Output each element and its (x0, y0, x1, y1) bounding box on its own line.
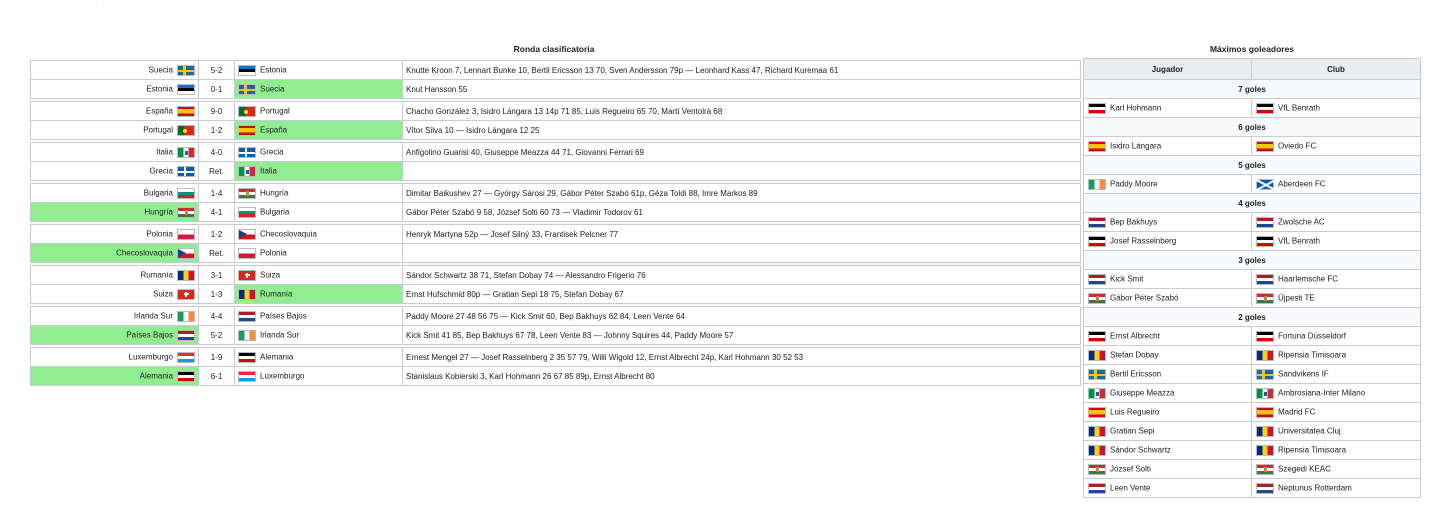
home-team-cell (31, 184, 199, 203)
goal-scorers: Ernst Hufschmid 80p — Gratian Sepi 18 75, Stefan Dobay 67 (403, 285, 1081, 304)
goal-scorers (403, 244, 1081, 263)
romania-flag-icon (177, 270, 195, 281)
player-cell (1084, 441, 1252, 460)
goal-scorers: Stanislaus Kobierski 3, Karl Hohmann 26 67 85 89p, Ernst Albrecht 80 (403, 367, 1081, 386)
away-team-cell (235, 184, 403, 203)
away-team-link[interactable]: Alemania (260, 352, 294, 362)
match-score: 5-2 (199, 326, 235, 345)
away-team-link[interactable]: Irlanda Sur (260, 330, 300, 340)
netherlands-flag-icon (177, 330, 195, 341)
germany-flag-icon (1256, 236, 1274, 247)
home-team-cell (31, 225, 199, 244)
club-cell (1252, 346, 1421, 365)
player-link[interactable]: Josef Rasselnberg (1110, 236, 1177, 246)
hungary-flag-icon (1088, 293, 1106, 304)
player-cell (1084, 327, 1252, 346)
goal-scorers: Gábor Péter Szabó 9 58, József Solti 60 73 — Vladimir Todorov 61 (403, 203, 1081, 222)
club-cell (1252, 270, 1421, 289)
goal-scorers: Anfigolino Guarisi 40, Giuseppe Meazza 44 71, Giovanni Ferrari 69 (403, 143, 1081, 162)
scorer-row (1084, 365, 1421, 384)
club-cell (1252, 289, 1421, 308)
romania-flag-icon (1256, 426, 1274, 437)
player-link[interactable]: Kick Smit (1110, 274, 1144, 284)
away-team-cell (235, 80, 403, 99)
club-cell (1252, 327, 1421, 346)
away-team-link[interactable]: Bulgaria (260, 207, 290, 217)
swiss-flag-icon (177, 289, 195, 300)
germany-flag-icon (1088, 103, 1106, 114)
estonia-flag-icon (177, 84, 195, 95)
hungary-flag-icon (1256, 464, 1274, 475)
match-score: 4-1 (199, 203, 235, 222)
away-team-cell (235, 61, 403, 80)
germany-flag-icon (1256, 103, 1274, 114)
czech-flag-icon (238, 229, 256, 240)
away-team-cell (235, 203, 403, 222)
match-row (31, 143, 1081, 162)
player-link[interactable]: Paddy Moore (1110, 179, 1158, 189)
match-row (31, 225, 1081, 244)
player-link[interactable]: Luis Regueiro (1110, 407, 1160, 417)
player-cell (1084, 232, 1252, 251)
match-score: 9-0 (199, 102, 235, 121)
qualifying-caption: Ronda clasificatoria (513, 44, 595, 54)
club-link[interactable]: Madrid FC (1278, 407, 1316, 417)
goals-group-label: 7 goles (1084, 80, 1421, 99)
netherlands-flag-icon (1088, 217, 1106, 228)
scorer-row (1084, 479, 1421, 498)
club-link[interactable]: Haarlemsche FC (1278, 274, 1339, 284)
goals-group-label: 4 goles (1084, 194, 1421, 213)
sweden-flag-icon (238, 84, 256, 95)
club-link[interactable]: Ripensia Timisoara (1278, 445, 1347, 455)
scorer-row (1084, 441, 1421, 460)
greece-flag-icon (238, 147, 256, 158)
match-score: 1-2 (199, 121, 235, 140)
hungary-flag-icon (1256, 293, 1274, 304)
netherlands-flag-icon (1088, 483, 1106, 494)
spain-flag-icon (1088, 141, 1106, 152)
club-link[interactable]: Neptunus Rotterdam (1278, 483, 1352, 493)
away-team-link[interactable]: Estonia (260, 65, 287, 75)
match-row (31, 102, 1081, 121)
home-team-cell (31, 244, 199, 263)
germany-flag-icon (238, 352, 256, 363)
match-score: 4-0 (199, 143, 235, 162)
away-team-link[interactable]: Grecia (260, 147, 284, 157)
match-score: Ret. (199, 244, 235, 263)
netherlands-flag-icon (1088, 274, 1106, 285)
goals-group-row (1084, 194, 1421, 213)
player-cell (1084, 346, 1252, 365)
match-row (31, 266, 1081, 285)
player-cell (1084, 460, 1252, 479)
club-cell (1252, 137, 1421, 156)
scorer-row (1084, 175, 1421, 194)
home-team-cell (31, 348, 199, 367)
spain-flag-icon (1256, 407, 1274, 418)
match-row (31, 307, 1081, 326)
match-row (31, 367, 1081, 386)
player-link[interactable]: Isidro Lángara (1110, 141, 1162, 151)
goal-scorers: Paddy Moore 27 48 56 75 — Kick Smit 60, Bep Bakhuys 62 84, Leen Vente 64 (403, 307, 1081, 326)
away-team-cell (235, 143, 403, 162)
poland-flag-icon (238, 248, 256, 259)
goals-group-label: 3 goles (1084, 251, 1421, 270)
club-link[interactable]: VfL Benrath (1278, 236, 1320, 246)
away-team-link[interactable]: Rumanía (260, 289, 293, 299)
portugal-flag-icon (177, 125, 195, 136)
player-cell (1084, 99, 1252, 118)
portugal-flag-icon (238, 106, 256, 117)
match-row (31, 121, 1081, 140)
club-cell (1252, 384, 1421, 403)
player-link[interactable]: Leen Vente (1110, 483, 1151, 493)
player-link[interactable]: Bep Bakhuys (1110, 217, 1158, 227)
home-team-cell (31, 61, 199, 80)
player-cell (1084, 384, 1252, 403)
club-link[interactable]: Oviedo FC (1278, 141, 1317, 151)
poland-flag-icon (177, 229, 195, 240)
away-team-cell (235, 285, 403, 304)
away-team-cell (235, 326, 403, 345)
scorers-header-row (1084, 59, 1421, 80)
germany-flag-icon (1088, 331, 1106, 342)
player-link[interactable]: Ernst Albrecht (1110, 331, 1160, 341)
netherlands-flag-icon (1256, 483, 1274, 494)
bulgaria-flag-icon (177, 188, 195, 199)
spain-flag-icon (177, 106, 195, 117)
match-row (31, 162, 1081, 181)
away-team-link[interactable]: Portugal (260, 106, 290, 116)
netherlands-flag-icon (1256, 274, 1274, 285)
spain-flag-icon (238, 125, 256, 136)
romania-flag-icon (1088, 350, 1106, 361)
goals-group-label: 5 goles (1084, 156, 1421, 175)
match-score: 1-3 (199, 285, 235, 304)
goal-scorers: Vítor Silva 10 — Isidro Lángara 12 25 (403, 121, 1081, 140)
match-score: Ret. (199, 162, 235, 181)
italy-flag-icon (1256, 388, 1274, 399)
player-cell (1084, 175, 1252, 194)
scorer-row (1084, 346, 1421, 365)
match-score: 4-4 (199, 307, 235, 326)
scorer-row (1084, 289, 1421, 308)
home-team-link[interactable]: Suiza (152, 289, 173, 299)
ireland-flag-icon (238, 330, 256, 341)
match-row (31, 61, 1081, 80)
goal-scorers: Ernest Mengel 27 — Josef Rasselnberg 2 35 57 79, Willi Wigold 12, Ernst Albrecht 24p, Karl Hohmann 30 52 53 (403, 348, 1081, 367)
away-team-link[interactable]: Luxemburgo (260, 371, 305, 381)
player-link[interactable]: Stefan Dobay (1110, 350, 1159, 360)
player-cell (1084, 422, 1252, 441)
home-team-link[interactable]: España (145, 106, 173, 116)
sweden-flag-icon (1256, 369, 1274, 380)
goals-group-row (1084, 251, 1421, 270)
romania-flag-icon (1088, 445, 1106, 456)
ireland-flag-icon (177, 311, 195, 322)
home-team-cell (31, 143, 199, 162)
away-team-link[interactable]: Polonia (260, 248, 287, 258)
home-team-cell (31, 307, 199, 326)
scorer-row (1084, 99, 1421, 118)
column-header-club: Club (1252, 59, 1421, 80)
match-score: 6-1 (199, 367, 235, 386)
scorers-table (1083, 58, 1421, 498)
away-team-cell (235, 307, 403, 326)
player-link[interactable]: Bertil Ericsson (1110, 369, 1162, 379)
germany-flag-icon (1256, 331, 1274, 342)
scorer-row (1084, 422, 1421, 441)
goals-group-row (1084, 80, 1421, 99)
match-row (31, 244, 1081, 263)
club-cell (1252, 365, 1421, 384)
scorers-caption: Máximos goleadores (1209, 44, 1295, 54)
home-team-link[interactable]: Rumanía (140, 270, 173, 280)
qualifying-table (30, 60, 1081, 386)
italy-flag-icon (238, 166, 256, 177)
netherlands-flag-icon (238, 311, 256, 322)
italy-flag-icon (177, 147, 195, 158)
ireland-flag-icon (1088, 179, 1106, 190)
club-link[interactable]: Ambrosiana-Inter Milano (1278, 388, 1366, 398)
club-link[interactable]: Újpesti TE (1278, 293, 1315, 303)
player-link[interactable]: József Solti (1110, 464, 1151, 474)
home-team-link[interactable]: Irlanda Sur (133, 311, 173, 321)
goal-scorers: Knut Hansson 55 (403, 80, 1081, 99)
home-team-cell (31, 367, 199, 386)
match-score: 5-2 (199, 61, 235, 80)
goal-scorers: Henryk Martyna 52p — Josef Silný 33, Frantisek Pelcner 77 (403, 225, 1081, 244)
club-cell (1252, 213, 1421, 232)
sweden-flag-icon (1088, 369, 1106, 380)
scotland-flag-icon (1256, 179, 1274, 190)
club-cell (1252, 403, 1421, 422)
player-link[interactable]: Sándor Schwartz (1110, 445, 1171, 455)
match-row (31, 184, 1081, 203)
player-cell (1084, 365, 1252, 384)
player-cell (1084, 213, 1252, 232)
luxembourg-flag-icon (177, 352, 195, 363)
romania-flag-icon (1256, 445, 1274, 456)
scorer-row (1084, 137, 1421, 156)
home-team-cell (31, 326, 199, 345)
player-cell (1084, 289, 1252, 308)
club-link[interactable]: Szegedi KEAC (1278, 464, 1331, 474)
home-team-link[interactable]: Checoslovaquia (116, 248, 173, 258)
match-score: 1-2 (199, 225, 235, 244)
home-team-link[interactable]: Alemania (139, 371, 173, 381)
club-link[interactable]: Aberdeen FC (1278, 179, 1326, 189)
player-cell (1084, 270, 1252, 289)
away-team-link[interactable]: Países Bajos (260, 311, 307, 321)
home-team-link[interactable]: Portugal (143, 125, 173, 135)
away-team-cell (235, 266, 403, 285)
scorer-row (1084, 270, 1421, 289)
club-link[interactable]: Zwolsche AC (1278, 217, 1325, 227)
club-cell (1252, 479, 1421, 498)
bulgaria-flag-icon (238, 207, 256, 218)
away-team-link[interactable]: España (260, 125, 288, 135)
spain-flag-icon (1088, 407, 1106, 418)
greece-flag-icon (177, 166, 195, 177)
match-score: 1-9 (199, 348, 235, 367)
goal-scorers: Dimitar Baikushev 27 — György Sárosi 29, Gábor Péter Szabó 61p, Géza Toldi 88, Imre Markos 89 (403, 184, 1081, 203)
romania-flag-icon (1256, 350, 1274, 361)
italy-flag-icon (1088, 388, 1106, 399)
player-cell (1084, 403, 1252, 422)
club-cell (1252, 422, 1421, 441)
player-link[interactable]: Gábor Péter Szabó (1110, 293, 1179, 303)
home-team-cell (31, 162, 199, 181)
spain-flag-icon (1256, 141, 1274, 152)
goals-group-label: 2 goles (1084, 308, 1421, 327)
home-team-link[interactable]: Polonia (146, 229, 173, 239)
germany-flag-icon (177, 371, 195, 382)
home-team-cell (31, 102, 199, 121)
romania-flag-icon (1088, 426, 1106, 437)
goals-group-row (1084, 308, 1421, 327)
goals-group-label: 6 goles (1084, 118, 1421, 137)
goal-scorers (403, 162, 1081, 181)
match-score: 3-1 (199, 266, 235, 285)
decorative-dot (96, 3, 97, 4)
goals-group-row (1084, 156, 1421, 175)
away-team-link[interactable]: Suecia (260, 84, 285, 94)
match-row (31, 80, 1081, 99)
club-cell (1252, 441, 1421, 460)
club-link[interactable]: Fortuna Düsseldorf (1278, 331, 1347, 341)
romania-flag-icon (238, 289, 256, 300)
club-cell (1252, 99, 1421, 118)
away-team-link[interactable]: Suiza (260, 270, 281, 280)
home-team-link[interactable]: Suecia (148, 65, 173, 75)
goal-scorers: Sándor Schwartz 38 71, Stefan Dobay 74 — Alessandro Frigerio 76 (403, 266, 1081, 285)
club-link[interactable]: Ripensia Timisoara (1278, 350, 1347, 360)
goal-scorers: Chacho González 3, Isidro Lángara 13 14p 71 85, Luis Regueiro 65 70, Martí Ventolrà 68 (403, 102, 1081, 121)
away-team-cell (235, 121, 403, 140)
match-score: 1-4 (199, 184, 235, 203)
match-score: 0-1 (199, 80, 235, 99)
player-link[interactable]: Giuseppe Meazza (1110, 388, 1175, 398)
netherlands-flag-icon (1256, 217, 1274, 228)
goal-scorers: Knutte Kroon 7, Lennart Bunke 10, Bertil Ericsson 13 70, Sven Andersson 79p — Leonhard Kass 47, Richard Kuremaa 61 (403, 61, 1081, 80)
home-team-link[interactable]: Estonia (146, 84, 173, 94)
club-link[interactable]: Sandvikens IF (1278, 369, 1329, 379)
goal-scorers: Kick Smit 41 85, Bep Bakhuys 67 78, Leen Vente 83 — Johnny Squires 44, Paddy Moore 57 (403, 326, 1081, 345)
away-team-cell (235, 244, 403, 263)
scorer-row (1084, 384, 1421, 403)
home-team-link[interactable]: Hungría (144, 207, 173, 217)
club-cell (1252, 232, 1421, 251)
away-team-cell (235, 348, 403, 367)
home-team-cell (31, 266, 199, 285)
club-link[interactable]: Universitatea Cluj (1278, 426, 1341, 436)
away-team-cell (235, 102, 403, 121)
player-cell (1084, 479, 1252, 498)
estonia-flag-icon (238, 65, 256, 76)
hungary-flag-icon (238, 188, 256, 199)
home-team-link[interactable]: Italia (156, 147, 173, 157)
scorer-row (1084, 460, 1421, 479)
player-cell (1084, 137, 1252, 156)
away-team-link[interactable]: Hungría (260, 188, 289, 198)
away-team-link[interactable]: Italia (260, 166, 277, 176)
player-link[interactable]: Gratian Sepi (1110, 426, 1155, 436)
sweden-flag-icon (177, 65, 195, 76)
column-header-player: Jugador (1084, 59, 1252, 80)
scorer-row (1084, 403, 1421, 422)
home-team-link[interactable]: Luxemburgo (128, 352, 173, 362)
match-row (31, 203, 1081, 222)
hungary-flag-icon (177, 207, 195, 218)
swiss-flag-icon (238, 270, 256, 281)
luxembourg-flag-icon (238, 371, 256, 382)
club-cell (1252, 175, 1421, 194)
scorer-row (1084, 327, 1421, 346)
home-team-link[interactable]: Países Bajos (126, 330, 173, 340)
home-team-cell (31, 285, 199, 304)
club-link[interactable]: VfL Benrath (1278, 103, 1320, 113)
match-row (31, 326, 1081, 345)
home-team-link[interactable]: Grecia (149, 166, 173, 176)
match-row (31, 348, 1081, 367)
away-team-cell (235, 367, 403, 386)
germany-flag-icon (1088, 236, 1106, 247)
home-team-link[interactable]: Bulgaria (143, 188, 173, 198)
away-team-cell (235, 162, 403, 181)
club-cell (1252, 460, 1421, 479)
away-team-cell (235, 225, 403, 244)
home-team-cell (31, 121, 199, 140)
goals-group-row (1084, 118, 1421, 137)
czech-flag-icon (177, 248, 195, 259)
hungary-flag-icon (1088, 464, 1106, 475)
away-team-link[interactable]: Checoslovaquia (260, 229, 317, 239)
home-team-cell (31, 80, 199, 99)
match-row (31, 285, 1081, 304)
player-link[interactable]: Karl Hohmann (1110, 103, 1162, 113)
home-team-cell (31, 203, 199, 222)
scorer-row (1084, 213, 1421, 232)
scorer-row (1084, 232, 1421, 251)
